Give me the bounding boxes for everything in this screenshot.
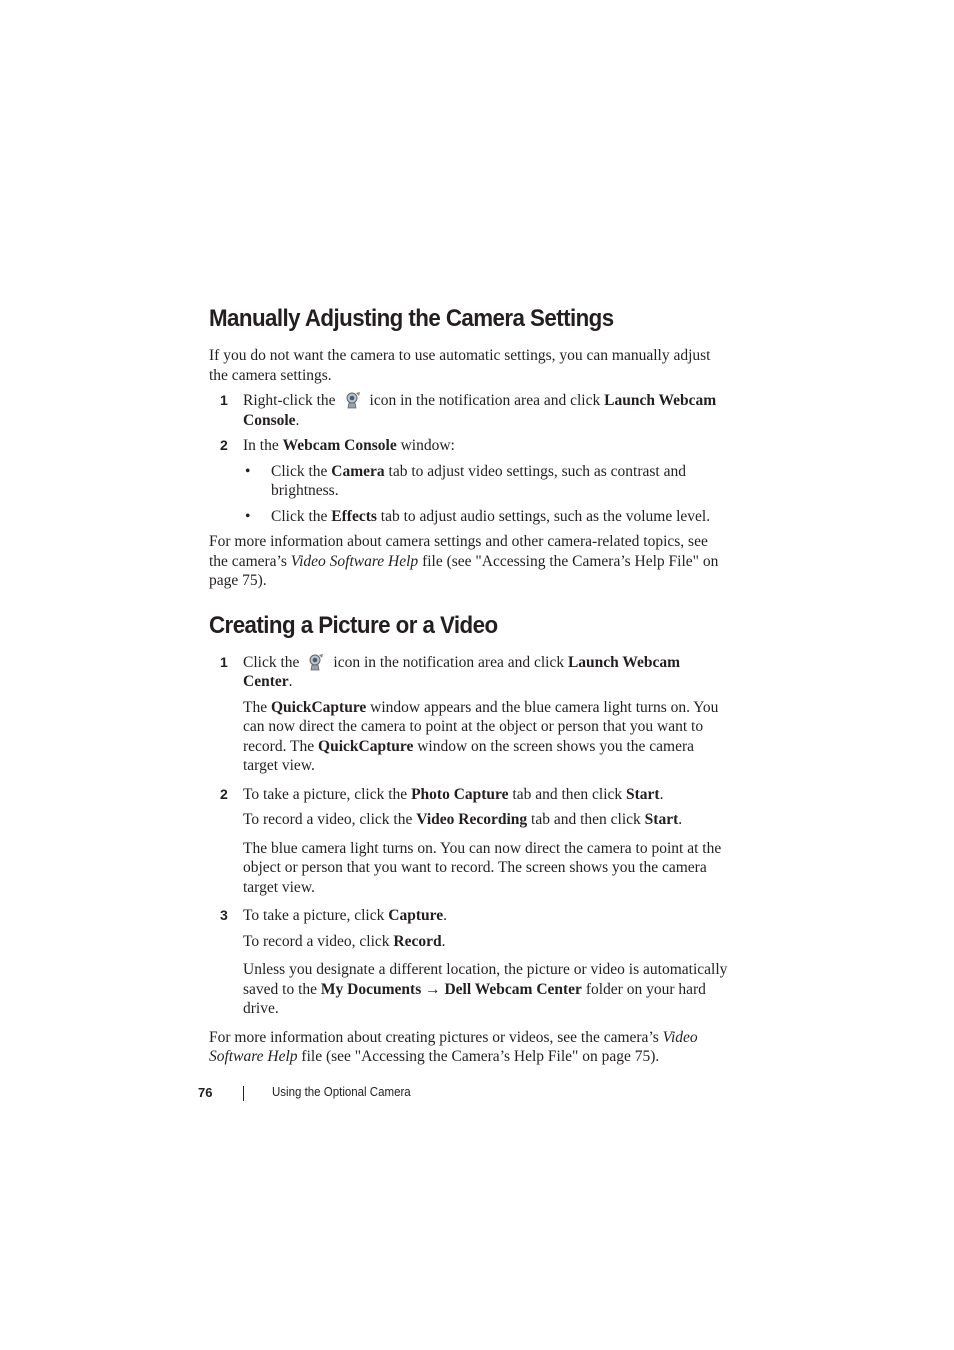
- bullet-mark: •: [245, 507, 251, 525]
- bullet-effects-tab: • Click the Effects tab to adjust audio settings, such as the volume level.: [245, 507, 711, 525]
- step-2-take-picture: 2 To take a picture, click the Photo Capture tab and then click Start.: [220, 785, 664, 803]
- more-info-paragraph-2: For more information about creating pictures or videos, see the camera’s Video Software Help file (see "Accessing the Camera’s Help File" on page 75).: [209, 1028, 698, 1065]
- step-number: 2: [220, 437, 228, 453]
- page-content: [209, 302, 729, 1073]
- step-1-launch-center: 1 Click the icon in the notification area and click Launch Webcam Center.: [220, 653, 681, 690]
- page-number: 76: [198, 1085, 213, 1100]
- step-2-webcam-console: 2 In the Webcam Console window:: [220, 437, 455, 454]
- webcam-tray-icon: [344, 391, 362, 409]
- quickcapture-note: The QuickCapture window appears and the blue camera light turns on. You can now direct the camera to point at the object or person that you want to record. The QuickCapture window on the screen shows you the camera target view.: [243, 698, 719, 774]
- step-3-capture: 3 To take a picture, click Capture.: [220, 907, 447, 924]
- record-note: To record a video, click Record.: [243, 932, 446, 950]
- record-video-note: To record a video, click the Video Recording tab and then click Start.: [243, 811, 683, 828]
- bullet-mark: •: [245, 462, 251, 480]
- camera-light-note: The blue camera light turns on. You can now direct the camera to point at the object or person that you want to record. The screen shows you the camera target view.: [243, 839, 722, 896]
- path-arrow: →: [425, 980, 441, 998]
- step-number: 1: [220, 653, 228, 670]
- bullet-camera-tab: • Click the Camera tab to adjust video settings, such as contrast and brightness.: [245, 462, 686, 499]
- chapter-title: Using the Optional Camera: [272, 1085, 411, 1099]
- more-info-paragraph: For more information about camera settings and other camera-related topics, see the camera’s Video Software Help file (see "Accessing the Camera’s Help File" on page 75).: [209, 533, 719, 589]
- step-number: 2: [220, 785, 228, 802]
- section-heading-manual-settings: Manually Adjusting the Camera Settings: [209, 305, 614, 332]
- webcam-tray-icon: [307, 653, 325, 671]
- step-number: 1: [220, 392, 228, 408]
- section-heading-create-picture: Creating a Picture or a Video: [209, 611, 498, 639]
- step-number: 3: [220, 907, 228, 923]
- footer-divider: [243, 1086, 244, 1101]
- save-location-note: Unless you designate a different location, the picture or video is automatically saved to the My Documents → Dell Webcam Center folder on your hard drive.: [243, 961, 728, 1017]
- step-1-launch-console: 1 Right-click the icon in the notification area and click Launch Webcam Console.: [220, 392, 717, 429]
- intro-paragraph: If you do not want the camera to use automatic settings, you can manually adjust the camera settings.: [209, 347, 711, 384]
